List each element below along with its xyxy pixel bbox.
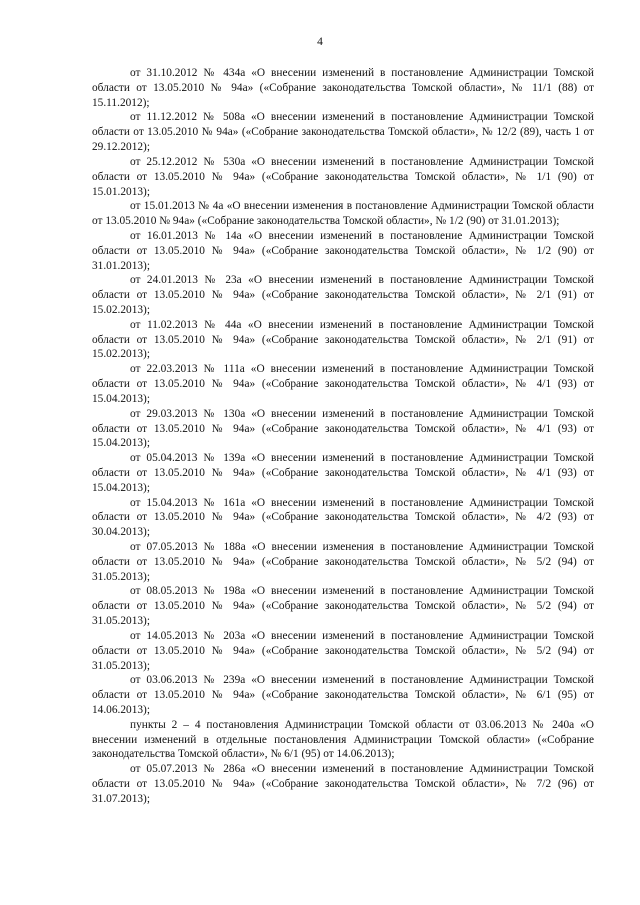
paragraph-2: от 11.12.2012 № 508а «О внесении изменений в постановление Администрации Томской области от 13.05.2010 № 94а» («Собрание законодательства Томской области», № 12/2 (89), часть 1 от 29.12.2012); <box>92 111 594 154</box>
paragraph-10: от 05.04.2013 № 139а «О внесении изменений в постановление Администрации Томской области от 13.05.2010 № 94а» («Собрание законодательства Томской области», № 4/1 (93) от 15.04.2013); <box>92 452 594 494</box>
paragraph-17: от 05.07.2013 № 286а «О внесении изменений в постановление Администрации Томской области от 13.05.2010 № 94а» («Собрание законодательства Томской области», № 7/2 (96) от 31.07.2013); <box>92 763 594 805</box>
paragraph-13: от 08.05.2013 № 198а «О внесении изменений в постановление Администрации Томской области от 13.05.2010 № 94а» («Собрание законодательства Томской области», № 5/2 (94) от 31.05.2013); <box>92 585 594 628</box>
paragraph-11: от 15.04.2013 № 161а «О внесении изменений в постановление Администрации Томской области от 13.05.2010 № 94а» («Собрание законодательства Томской области», № 4/2 (93) от 30.04.2013); <box>92 496 594 539</box>
paragraph-8: от 22.03.2013 № 111а «О внесении изменений в постановление Администрации Томской области от 13.05.2010 № 94а» («Собрание законодательства Томской области», № 4/1 (93) от 15.04.2013); <box>92 363 594 405</box>
paragraph-15: от 03.06.2013 № 239а «О внесении изменений в постановление Администрации Томской области от 13.05.2010 № 94а» («Собрание законодательства Томской области», № 6/1 (95) от 14.06.2013); <box>92 674 594 716</box>
page-number: 4 <box>317 36 323 48</box>
document-body <box>92 66 594 807</box>
paragraph-1: от 31.10.2012 № 434а «О внесении изменений в постановление Администрации Томской области от 13.05.2010 № 94а» («Собрание законодательства Томской области», № 11/1 (88) от 15.11.2012); <box>92 67 594 109</box>
paragraph-6: от 24.01.2013 № 23а «О внесении изменений в постановление Администрации Томской области от 13.05.2010 № 94а» («Собрание законодательства Томской области», № 2/1 (91) от 15.02.2013); <box>92 274 594 316</box>
paragraph-5: от 16.01.2013 № 14а «О внесении изменений в постановление Администрации Томской области от 13.05.2010 № 94а» («Собрание законодательства Томской области», № 1/2 (90) от 31.01.2013); <box>92 229 594 272</box>
paragraph-12: от 07.05.2013 № 188а «О внесении изменения в постановление Администрации Томской области от 13.05.2010 № 94а» («Собрание законодательства Томской области», № 5/2 (94) от 31.05.2013); <box>92 541 594 583</box>
paragraph-7: от 11.02.2013 № 44а «О внесении изменений в постановление Администрации Томской области от 13.05.2010 № 94а» («Собрание законодательства Томской области», № 2/1 (91) от 15.02.2013); <box>92 318 594 361</box>
paragraph-3: от 25.12.2012 № 530а «О внесении изменений в постановление Администрации Томской области от 13.05.2010 № 94а» («Собрание законодательства Томской области», № 1/1 (90) от 15.01.2013); <box>92 155 594 198</box>
paragraph-4: от 15.01.2013 № 4а «О внесении изменения в постановление Администрации Томской области от 13.05.2010 № 94а» («Собрание законодательства Томской области», № 1/2 (90) от 31.01.2013); <box>92 200 594 228</box>
paragraph-14: от 14.05.2013 № 203а «О внесении изменений в постановление Администрации Томской области от 13.05.2010 № 94а» («Собрание законодательства Томской области», № 5/2 (94) от 31.05.2013); <box>92 629 594 672</box>
paragraph-16: пункты 2 – 4 постановления Администрации Томской области от 03.06.2013 № 240а «О внесении изменений в отдельные постановления Администрации Томской области» («Собрание законодательства Томской области», № 6/1 (95) от 14.06.2013); <box>92 718 594 761</box>
paragraph-9: от 29.03.2013 № 130а «О внесении изменений в постановление Администрации Томской области от 13.05.2010 № 94а» («Собрание законодательства Томской области», № 4/1 (93) от 15.04.2013); <box>92 407 594 450</box>
